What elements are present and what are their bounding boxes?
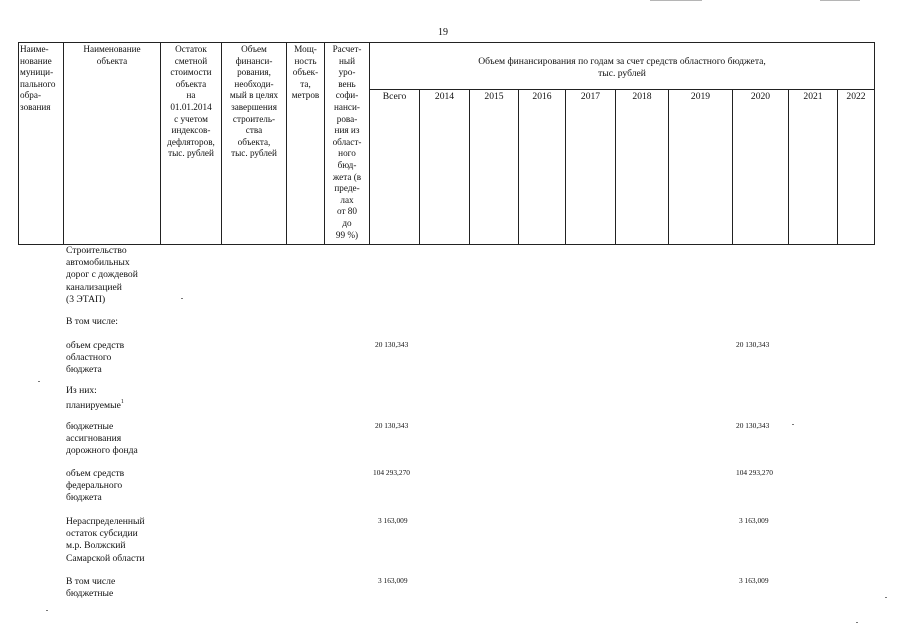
value-total: 104 293,270 bbox=[373, 468, 410, 477]
table-border bbox=[518, 89, 519, 245]
table-border bbox=[837, 89, 838, 245]
value-total: 3 163,009 bbox=[378, 516, 408, 525]
header-object-name: Наименование объекта bbox=[83, 44, 141, 66]
value-2020: 20 130,343 bbox=[736, 421, 770, 430]
value-2020: 20 130,343 bbox=[736, 340, 770, 349]
row-label-including-budget: В том числе бюджетные bbox=[66, 576, 116, 600]
row-label-regional-budget: объем средств областного бюджета bbox=[66, 340, 125, 376]
year-header: 2019 bbox=[690, 91, 711, 102]
header-municipality: Наиме- нование муници- пального обра- зования bbox=[20, 44, 56, 112]
value-total: 3 163,009 bbox=[378, 576, 408, 585]
header-cofinancing: Расчет- ный уро- вень софи- нанси- рова- ния из област- ного бюд- жета (в преде- лах от 80 до 99 %) bbox=[332, 44, 362, 240]
scan-artifact-line bbox=[820, 0, 860, 1]
year-header: 2014 bbox=[434, 91, 455, 102]
table-border bbox=[469, 89, 470, 245]
header-group-title: Объем финансирования по годам за счет средств областного бюджета, тыс. рублей bbox=[478, 56, 766, 79]
value-total: 20 130,343 bbox=[375, 340, 409, 349]
table-border bbox=[874, 42, 875, 245]
row-label-construction: Строительство автомобильных дорог с дождевой канализацией (3 ЭТАП) bbox=[66, 245, 138, 305]
scan-speck bbox=[885, 597, 887, 598]
value-2020: 3 163,009 bbox=[739, 576, 769, 585]
row-label-unallocated-subsidy: Нераспределенный остаток субсидии м.р. Волжский Самарской области bbox=[66, 516, 145, 564]
table-border bbox=[369, 89, 875, 90]
page-number: 19 bbox=[438, 27, 448, 38]
row-label-federal-budget: объем средств федерального бюджета bbox=[66, 468, 125, 504]
row-label-text: Из них: планируемые bbox=[66, 385, 121, 412]
row-label-including: В том числе: bbox=[66, 316, 118, 327]
header-remaining-cost: Остаток сметной стоимости объекта на 01.01.2014 с учетом индексов- дефляторов, тыс. рублей bbox=[167, 44, 215, 159]
year-header: 2020 bbox=[750, 91, 771, 102]
year-header: 2015 bbox=[484, 91, 504, 102]
year-header: Всего bbox=[382, 91, 407, 102]
year-header: 2018 bbox=[632, 91, 652, 102]
year-header: 2021 bbox=[803, 91, 823, 102]
row-label-road-fund: бюджетные ассигнования дорожного фонда bbox=[66, 421, 138, 457]
table-border bbox=[615, 89, 616, 245]
year-header: 2017 bbox=[580, 91, 601, 102]
value-2020: 3 163,009 bbox=[739, 516, 769, 525]
table-border bbox=[419, 89, 420, 245]
scan-speck bbox=[856, 622, 858, 623]
scan-artifact-line bbox=[650, 0, 702, 1]
value-2020: 104 293,270 bbox=[736, 468, 773, 477]
header-financing-needed: Объем финанси- рования, необходи- мый в целях завершения строитель- ства объекта, тыс. рублей bbox=[229, 44, 279, 159]
table-border bbox=[18, 244, 875, 245]
scan-speck bbox=[38, 381, 40, 382]
table-header bbox=[18, 42, 875, 245]
value-total: 20 130,343 bbox=[375, 421, 409, 430]
header-capacity: Мощ- ность объек- та, метров bbox=[291, 44, 320, 101]
year-header: 2022 bbox=[846, 91, 866, 102]
footnote-marker: 1 bbox=[120, 399, 124, 406]
table-border bbox=[18, 42, 875, 43]
year-header: 2016 bbox=[532, 91, 552, 102]
table-border bbox=[565, 89, 566, 245]
table-border bbox=[788, 89, 789, 245]
row-label-of-them-planned bbox=[66, 385, 124, 413]
table-border bbox=[668, 89, 669, 245]
scan-speck bbox=[46, 610, 48, 611]
scan-speck bbox=[181, 298, 183, 299]
table-border bbox=[732, 89, 733, 245]
scan-speck bbox=[792, 424, 794, 425]
